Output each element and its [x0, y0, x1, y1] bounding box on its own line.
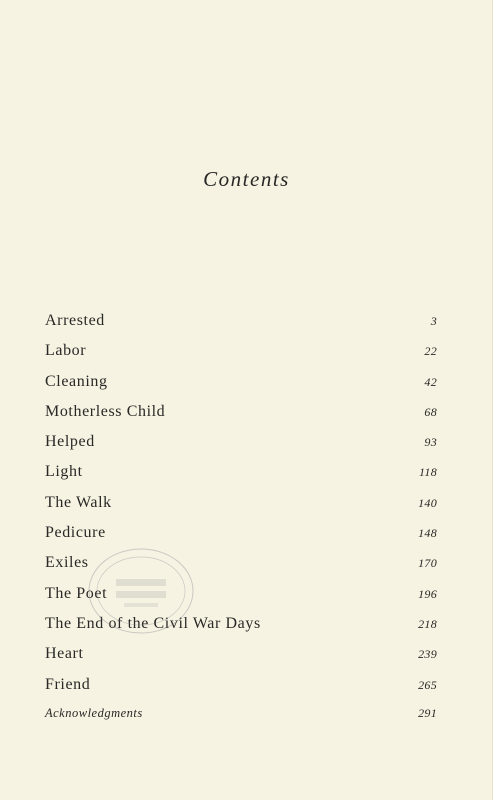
toc-entry-title: Light — [45, 463, 83, 481]
toc-entry-page: 170 — [418, 556, 437, 571]
toc-entry — [45, 433, 437, 463]
toc-entry — [45, 645, 437, 675]
toc-entry-page: 42 — [424, 374, 437, 389]
toc-entry — [45, 524, 437, 554]
toc-entry-title: Motherless Child — [45, 402, 166, 420]
toc-entry-title: Friend — [45, 675, 91, 693]
toc-entry-title: Helped — [45, 433, 95, 451]
toc-entry — [45, 463, 437, 493]
toc-entry-page: 265 — [418, 677, 437, 692]
table-of-contents — [45, 312, 437, 736]
toc-entry-acknowledgments — [45, 706, 437, 736]
toc-entry-title: Cleaning — [45, 372, 108, 390]
toc-entry-title: Exiles — [45, 554, 89, 572]
toc-entry-page: 22 — [424, 344, 437, 359]
toc-entry — [45, 676, 437, 706]
toc-entry-page: 239 — [418, 647, 437, 662]
toc-entry — [45, 494, 437, 524]
toc-entry-page: 68 — [424, 404, 437, 419]
toc-entry-title: Arrested — [45, 312, 105, 329]
toc-entry-page: 3 — [430, 314, 437, 328]
toc-entry-page: 93 — [424, 435, 437, 450]
toc-entry-title: The Walk — [45, 493, 112, 511]
page-title: Contents — [203, 167, 290, 191]
toc-entry — [45, 403, 437, 433]
toc-entry-page: 148 — [418, 526, 437, 541]
toc-entry-page: 196 — [418, 586, 437, 601]
toc-entry-page: 118 — [418, 465, 437, 480]
toc-entry-title: Heart — [45, 645, 84, 663]
toc-entry — [45, 312, 437, 342]
toc-entry-title: Pedicure — [45, 524, 106, 542]
toc-entry-page: 140 — [418, 495, 437, 510]
toc-entry-title: The End of the Civil War Days — [45, 614, 261, 632]
toc-entry — [45, 585, 437, 615]
toc-entry-title: Acknowledgments — [45, 705, 143, 720]
toc-entry-title: The Poet — [45, 584, 108, 602]
toc-entry-page: 291 — [418, 705, 437, 720]
toc-entry-page: 218 — [418, 616, 437, 631]
toc-entry — [45, 342, 437, 372]
toc-entry — [45, 373, 437, 403]
toc-entry — [45, 554, 437, 584]
toc-entry-title: Labor — [45, 342, 87, 360]
toc-entry — [45, 615, 437, 645]
